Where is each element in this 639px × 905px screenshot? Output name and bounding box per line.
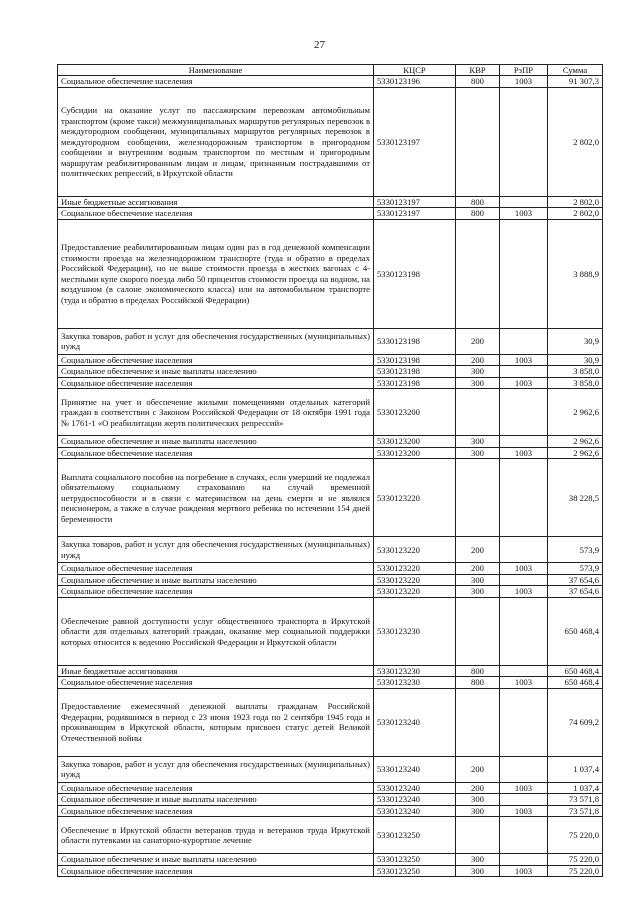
cell-rzpr: 1003 [500,447,548,458]
cell-sum: 650 468,4 [548,665,603,676]
cell-sum: 2 962,6 [548,436,603,447]
table-row [58,574,603,585]
cell-rzpr [500,366,548,377]
cell-name: Социальное обеспечение населения [58,354,374,365]
cell-name: Иные бюджетные ассигнования [58,665,374,676]
cell-kcsr: 5330123198 [374,354,456,365]
cell-kcsr: 5330123220 [374,563,456,574]
cell-name: Социальное обеспечение и иные выплаты населению [58,854,374,865]
cell-name: Социальное обеспечение населения [58,805,374,816]
cell-name: Закупка товаров, работ и услуг для обеспечения государственных (муниципальных) нужд [58,756,374,782]
cell-name: Субсидии на оказание услуг по пассажирским перевозкам автомобильным транспортом (кроме такси) межмуниципальных маршрутов регулярных перевозок в междугородном сообщении, муниципальных маршрутов регулярных перевозок в междугородном сообщении, железнодорожным транспортом в пригородном сообщении и внутренним водным транспортом по местным и пригородным маршрутам реабилитированным лицам и лицам, признанным пострадавшими от политических репрессий, в Иркутской области [58,87,374,196]
cell-kcsr: 5330123200 [374,389,456,436]
cell-sum: 2 962,6 [548,389,603,436]
header-rzpr: РзПР [500,65,548,76]
cell-name: Социальное обеспечение населения [58,377,374,388]
cell-name: Принятие на учет и обеспечение жилыми помещениями отдельных категорий граждан в соответствии с Законом Российской Федерации от 18 октября 1991 года № 1761-1 «О реабилитации жертв политических репрессий» [58,389,374,436]
cell-rzpr [500,665,548,676]
cell-kcsr: 5330123197 [374,208,456,219]
cell-kcsr: 5330123240 [374,688,456,756]
cell-rzpr [500,574,548,585]
cell-rzpr [500,196,548,207]
cell-kvr: 200 [456,328,500,354]
cell-name: Социальное обеспечение населения [58,76,374,87]
cell-rzpr [500,219,548,328]
cell-rzpr [500,436,548,447]
cell-kcsr: 5330123230 [374,665,456,676]
page-number: 27 [314,39,325,51]
cell-name: Социальное обеспечение и иные выплаты населению [58,574,374,585]
cell-sum: 37 654,6 [548,574,603,585]
table-row [58,389,603,436]
cell-rzpr: 1003 [500,208,548,219]
cell-rzpr: 1003 [500,377,548,388]
table-row [58,354,603,365]
cell-kcsr: 5330123220 [374,459,456,537]
cell-sum: 74 609,2 [548,688,603,756]
budget-table [57,64,603,877]
cell-kcsr: 5330123220 [374,586,456,597]
table-row [58,366,603,377]
cell-kcsr: 5330123240 [374,756,456,782]
cell-name: Социальное обеспечение и иные выплаты населению [58,366,374,377]
cell-name: Социальное обеспечение населения [58,447,374,458]
cell-kcsr: 5330123250 [374,865,456,876]
cell-sum: 1 037,4 [548,782,603,793]
header-name: Наименование [58,65,374,76]
cell-sum: 2 802,0 [548,208,603,219]
cell-name: Социальное обеспечение населения [58,563,374,574]
cell-kvr [456,389,500,436]
cell-kvr: 200 [456,563,500,574]
cell-kvr: 300 [456,865,500,876]
cell-kcsr: 5330123230 [374,677,456,688]
cell-rzpr: 1003 [500,865,548,876]
table-row [58,196,603,207]
cell-kcsr: 5330123197 [374,196,456,207]
table-header [58,65,603,76]
cell-name: Социальное обеспечение населения [58,586,374,597]
cell-rzpr [500,794,548,805]
cell-kcsr: 5330123240 [374,782,456,793]
cell-kvr: 800 [456,208,500,219]
table-row [58,817,603,854]
cell-kvr: 300 [456,574,500,585]
cell-rzpr [500,537,548,563]
cell-rzpr [500,328,548,354]
cell-kcsr: 5330123198 [374,219,456,328]
cell-sum: 2 802,0 [548,87,603,196]
table-row [58,377,603,388]
cell-kvr [456,459,500,537]
cell-name: Социальное обеспечение и иные выплаты населению [58,436,374,447]
cell-name: Социальное обеспечение населения [58,782,374,793]
table-row [58,447,603,458]
table-row [58,563,603,574]
cell-sum: 573,9 [548,537,603,563]
cell-kvr: 300 [456,377,500,388]
cell-sum: 2 962,6 [548,447,603,458]
cell-name: Социальное обеспечение и иные выплаты населению [58,794,374,805]
cell-rzpr [500,389,548,436]
cell-kcsr: 5330123230 [374,597,456,665]
table-body [58,76,603,877]
cell-rzpr [500,854,548,865]
cell-name: Выплата социального пособия на погребение в случаях, если умерший не подлежал обязательному социальному страхованию на случай временной нетрудоспособности и в связи с материнством на день смерти и не являлся пенсионером, а также в случае рождения мертвого ребенка по истечении 154 дней беременности [58,459,374,537]
table-row [58,854,603,865]
cell-sum: 2 802,0 [548,196,603,207]
cell-kvr [456,817,500,854]
cell-sum: 73 571,8 [548,794,603,805]
table-row [58,688,603,756]
cell-name: Закупка товаров, работ и услуг для обеспечения государственных (муниципальных) нужд [58,328,374,354]
cell-sum: 650 468,4 [548,677,603,688]
table-row [58,782,603,793]
cell-rzpr: 1003 [500,76,548,87]
cell-sum: 73 571,8 [548,805,603,816]
cell-kcsr: 5330123220 [374,537,456,563]
cell-name: Социальное обеспечение населения [58,865,374,876]
cell-kvr [456,688,500,756]
cell-rzpr [500,87,548,196]
cell-kvr: 800 [456,196,500,207]
cell-kcsr: 5330123196 [374,76,456,87]
cell-rzpr: 1003 [500,354,548,365]
cell-sum: 75 220,0 [548,865,603,876]
cell-rzpr: 1003 [500,586,548,597]
cell-kvr: 300 [456,854,500,865]
cell-rzpr: 1003 [500,677,548,688]
cell-kvr: 300 [456,586,500,597]
table-row [58,865,603,876]
cell-kcsr: 5330123240 [374,794,456,805]
cell-kcsr: 5330123240 [374,805,456,816]
table-row [58,756,603,782]
cell-sum: 30,9 [548,328,603,354]
cell-kvr: 200 [456,537,500,563]
cell-sum: 3 858,0 [548,377,603,388]
cell-name: Обеспечение в Иркутской области ветеранов труда и ветеранов труда Иркутской области путевками на санаторно-курортное лечение [58,817,374,854]
cell-kcsr: 5330123220 [374,574,456,585]
cell-kvr: 300 [456,447,500,458]
cell-kvr: 200 [456,782,500,793]
cell-rzpr [500,597,548,665]
cell-kvr: 800 [456,76,500,87]
table-row [58,436,603,447]
header-sum: Сумма [548,65,603,76]
cell-kvr: 300 [456,805,500,816]
cell-kcsr: 5330123200 [374,447,456,458]
cell-rzpr: 1003 [500,563,548,574]
cell-name: Предоставление ежемесячной денежной выплаты гражданам Российской Федерации, родившимся в период с 23 июня 1923 года по 2 сентября 1945 года и проживающим в Иркутской области, которым присвоен статус детей Великой Отечественной войны [58,688,374,756]
cell-kvr: 200 [456,354,500,365]
cell-kcsr: 5330123198 [374,366,456,377]
cell-sum: 573,9 [548,563,603,574]
cell-name: Иные бюджетные ассигнования [58,196,374,207]
header-kcsr: КЦСР [374,65,456,76]
cell-kcsr: 5330123250 [374,854,456,865]
table-row [58,87,603,196]
cell-sum: 30,9 [548,354,603,365]
cell-name: Обеспечение равной доступности услуг общественного транспорта в Иркутской области для отдельных категорий граждан, оказание мер социальной поддержки которых относится к ведению Российской Федерации и Иркутской области [58,597,374,665]
cell-sum: 75 220,0 [548,817,603,854]
cell-kvr: 200 [456,756,500,782]
header-kvr: КВР [456,65,500,76]
table-row [58,805,603,816]
table-row [58,328,603,354]
table-row [58,208,603,219]
cell-kvr [456,219,500,328]
cell-sum: 3 888,9 [548,219,603,328]
cell-kvr: 800 [456,665,500,676]
cell-name: Закупка товаров, работ и услуг для обеспечения государственных (муниципальных) нужд [58,537,374,563]
cell-rzpr: 1003 [500,805,548,816]
table-row [58,794,603,805]
table-row [58,677,603,688]
cell-sum: 1 037,4 [548,756,603,782]
cell-kcsr: 5330123198 [374,377,456,388]
cell-kvr: 800 [456,677,500,688]
cell-kcsr: 5330123250 [374,817,456,854]
cell-kvr [456,87,500,196]
cell-sum: 38 228,5 [548,459,603,537]
cell-rzpr [500,756,548,782]
cell-kvr: 300 [456,436,500,447]
cell-sum: 37 654,6 [548,586,603,597]
cell-kcsr: 5330123198 [374,328,456,354]
cell-sum: 75 220,0 [548,854,603,865]
cell-kcsr: 5330123200 [374,436,456,447]
cell-kvr: 300 [456,794,500,805]
table-row [58,219,603,328]
table-row [58,586,603,597]
cell-rzpr [500,459,548,537]
cell-sum: 650 468,4 [548,597,603,665]
cell-sum: 3 858,0 [548,366,603,377]
cell-name: Социальное обеспечение населения [58,677,374,688]
table-row [58,76,603,87]
table-row [58,597,603,665]
cell-kvr [456,597,500,665]
cell-kvr: 300 [456,366,500,377]
cell-name: Социальное обеспечение населения [58,208,374,219]
cell-name: Предоставление реабилитированным лицам один раз в год денежной компенсации стоимости проезда на железнодорожном транспорте (туда и обратно в пределах Российской Федерации), но не выше стоимости проезда в жестких вагонах с 4-местными купе скорого поезда либо 50 процентов стоимости проезда на водном, на воздушном (в салоне экономического класса) или на автомобильном транспорте (туда и обратно в пределах Российской Федерации) [58,219,374,328]
table-row [58,537,603,563]
cell-rzpr [500,688,548,756]
cell-rzpr [500,817,548,854]
cell-rzpr: 1003 [500,782,548,793]
cell-sum: 91 307,3 [548,76,603,87]
cell-kcsr: 5330123197 [374,87,456,196]
table-row [58,459,603,537]
table-row [58,665,603,676]
